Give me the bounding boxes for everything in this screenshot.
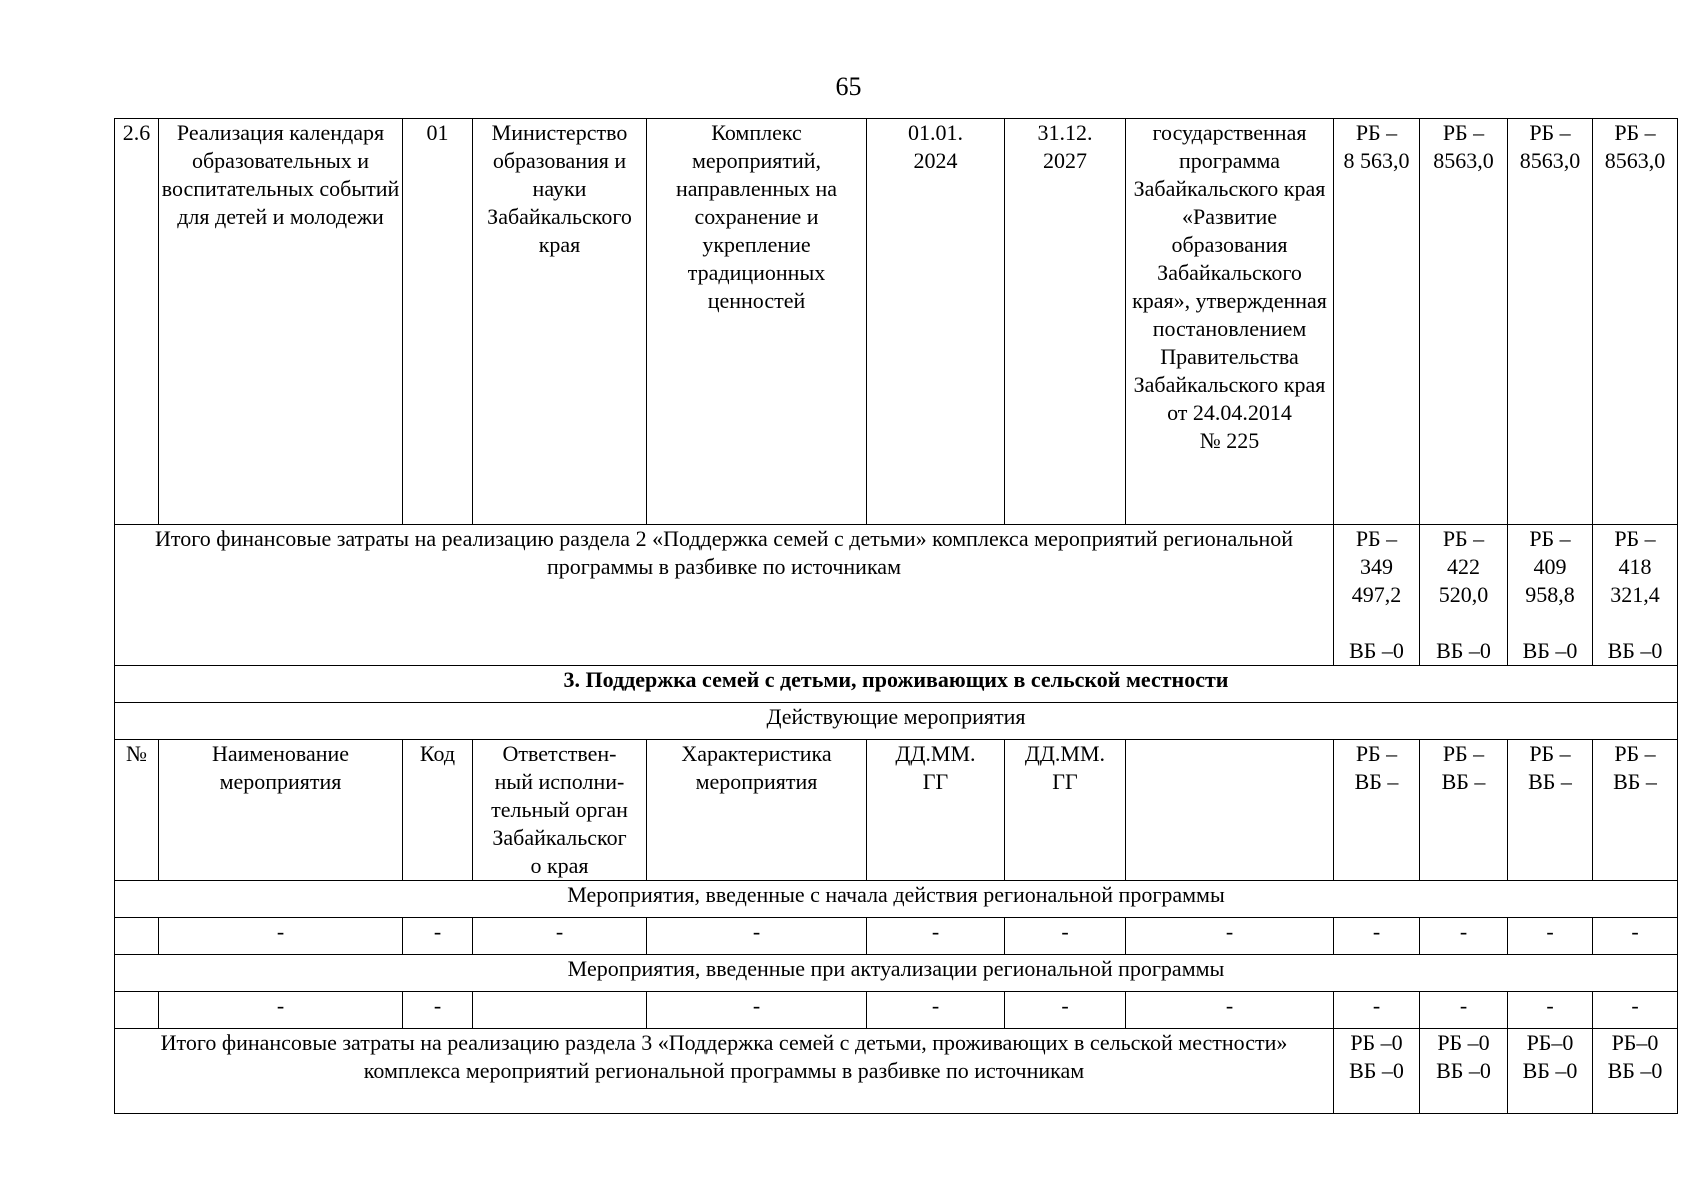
total-3-funding-year-1: РБ –0 ВБ –0 bbox=[1334, 1029, 1420, 1114]
funding-year-3: РБ – 8563,0 bbox=[1508, 119, 1593, 525]
table-cell: - bbox=[647, 992, 867, 1029]
table-cell: - bbox=[159, 992, 403, 1029]
measure-characteristic: Комплекс мероприятий, направленных на сохранение и укрепление традиционных ценностей bbox=[647, 119, 867, 525]
subsection-row bbox=[115, 881, 1678, 918]
total-section-3-label: Итого финансовые затраты на реализацию раздела 3 «Поддержка семей с детьми, проживающих в сельской местности» комплекса мероприятий региональной программы в разбивке по источникам bbox=[115, 1029, 1334, 1114]
table-cell: - bbox=[473, 918, 647, 955]
table-cell: - bbox=[1420, 992, 1508, 1029]
column-header-row bbox=[115, 740, 1678, 881]
table-cell: - bbox=[159, 918, 403, 955]
header-number: № bbox=[115, 740, 159, 881]
table-row bbox=[115, 119, 1678, 525]
funding-year-1: РБ – 8 563,0 bbox=[1334, 119, 1420, 525]
table-row bbox=[115, 918, 1678, 955]
table-cell bbox=[115, 992, 159, 1029]
row-number: 2.6 bbox=[115, 119, 159, 525]
total-2-funding-year-1: РБ – 349 497,2 ВБ –0 bbox=[1334, 525, 1420, 666]
introduced-update-label: Мероприятия, введенные при актуализации региональной программы bbox=[115, 955, 1678, 992]
table-cell: - bbox=[867, 918, 1005, 955]
header-document bbox=[1126, 740, 1334, 881]
table-cell: - bbox=[1508, 992, 1593, 1029]
table-cell: - bbox=[1126, 992, 1334, 1029]
total-3-funding-year-4: РБ–0 ВБ –0 bbox=[1593, 1029, 1678, 1114]
introduced-start-label: Мероприятия, введенные с начала действия региональной программы bbox=[115, 881, 1678, 918]
table-cell bbox=[115, 918, 159, 955]
table-cell: - bbox=[1593, 918, 1678, 955]
funding-year-2: РБ – 8563,0 bbox=[1420, 119, 1508, 525]
header-characteristic: Характеристика мероприятия bbox=[647, 740, 867, 881]
table-cell: - bbox=[403, 918, 473, 955]
table-cell: - bbox=[1126, 918, 1334, 955]
active-measures-label: Действующие мероприятия bbox=[115, 703, 1678, 740]
section-title-row bbox=[115, 666, 1678, 703]
header-funding-year-4: РБ – ВБ – bbox=[1593, 740, 1678, 881]
table-cell bbox=[473, 992, 647, 1029]
total-section-2-label: Итого финансовые затраты на реализацию раздела 2 «Поддержка семей с детьми» комплекса мероприятий региональной программы в разбивке по источникам bbox=[115, 525, 1334, 666]
measures-table bbox=[114, 118, 1678, 1114]
total-2-funding-year-4: РБ – 418 321,4 ВБ –0 bbox=[1593, 525, 1678, 666]
measure-code: 01 bbox=[403, 119, 473, 525]
header-executor: Ответствен- ный исполни- тельный орган Забайкальског о края bbox=[473, 740, 647, 881]
subsection-row bbox=[115, 955, 1678, 992]
table-cell: - bbox=[647, 918, 867, 955]
header-end-date: ДД.ММ. ГГ bbox=[1005, 740, 1126, 881]
header-start-date: ДД.ММ. ГГ bbox=[867, 740, 1005, 881]
table-cell: - bbox=[1005, 918, 1126, 955]
total-row bbox=[115, 525, 1678, 666]
total-row bbox=[115, 1029, 1678, 1114]
table-cell: - bbox=[1005, 992, 1126, 1029]
header-funding-year-1: РБ – ВБ – bbox=[1334, 740, 1420, 881]
funding-year-4: РБ – 8563,0 bbox=[1593, 119, 1678, 525]
header-funding-year-2: РБ – ВБ – bbox=[1420, 740, 1508, 881]
table-row bbox=[115, 992, 1678, 1029]
subsection-row bbox=[115, 703, 1678, 740]
table-cell: - bbox=[1334, 992, 1420, 1029]
total-2-funding-year-3: РБ – 409 958,8 ВБ –0 bbox=[1508, 525, 1593, 666]
table-cell: - bbox=[1420, 918, 1508, 955]
table-cell: - bbox=[1334, 918, 1420, 955]
page-number: 65 bbox=[835, 72, 862, 101]
table-cell: - bbox=[1593, 992, 1678, 1029]
total-2-funding-year-2: РБ – 422 520,0 ВБ –0 bbox=[1420, 525, 1508, 666]
section-3-title: 3. Поддержка семей с детьми, проживающих в сельской местности bbox=[115, 666, 1678, 703]
table-cell: - bbox=[1508, 918, 1593, 955]
measure-name: Реализация календаря образовательных и воспитательных событий для детей и молодежи bbox=[159, 119, 403, 525]
start-date: 01.01. 2024 bbox=[867, 119, 1005, 525]
table-cell: - bbox=[403, 992, 473, 1029]
total-3-funding-year-2: РБ –0 ВБ –0 bbox=[1420, 1029, 1508, 1114]
header-funding-year-3: РБ – ВБ – bbox=[1508, 740, 1593, 881]
table-cell: - bbox=[867, 992, 1005, 1029]
header-code: Код bbox=[403, 740, 473, 881]
end-date: 31.12. 2027 bbox=[1005, 119, 1126, 525]
total-3-funding-year-3: РБ–0 ВБ –0 bbox=[1508, 1029, 1593, 1114]
header-name: Наименование мероприятия bbox=[159, 740, 403, 881]
responsible-executor: Министерство образования и науки Забайкальского края bbox=[473, 119, 647, 525]
basis-document: государственная программа Забайкальского края «Развитие образования Забайкальского края», утвержденная постановлением Правительства Забайкальского края от 24.04.2014 № 225 bbox=[1126, 119, 1334, 525]
